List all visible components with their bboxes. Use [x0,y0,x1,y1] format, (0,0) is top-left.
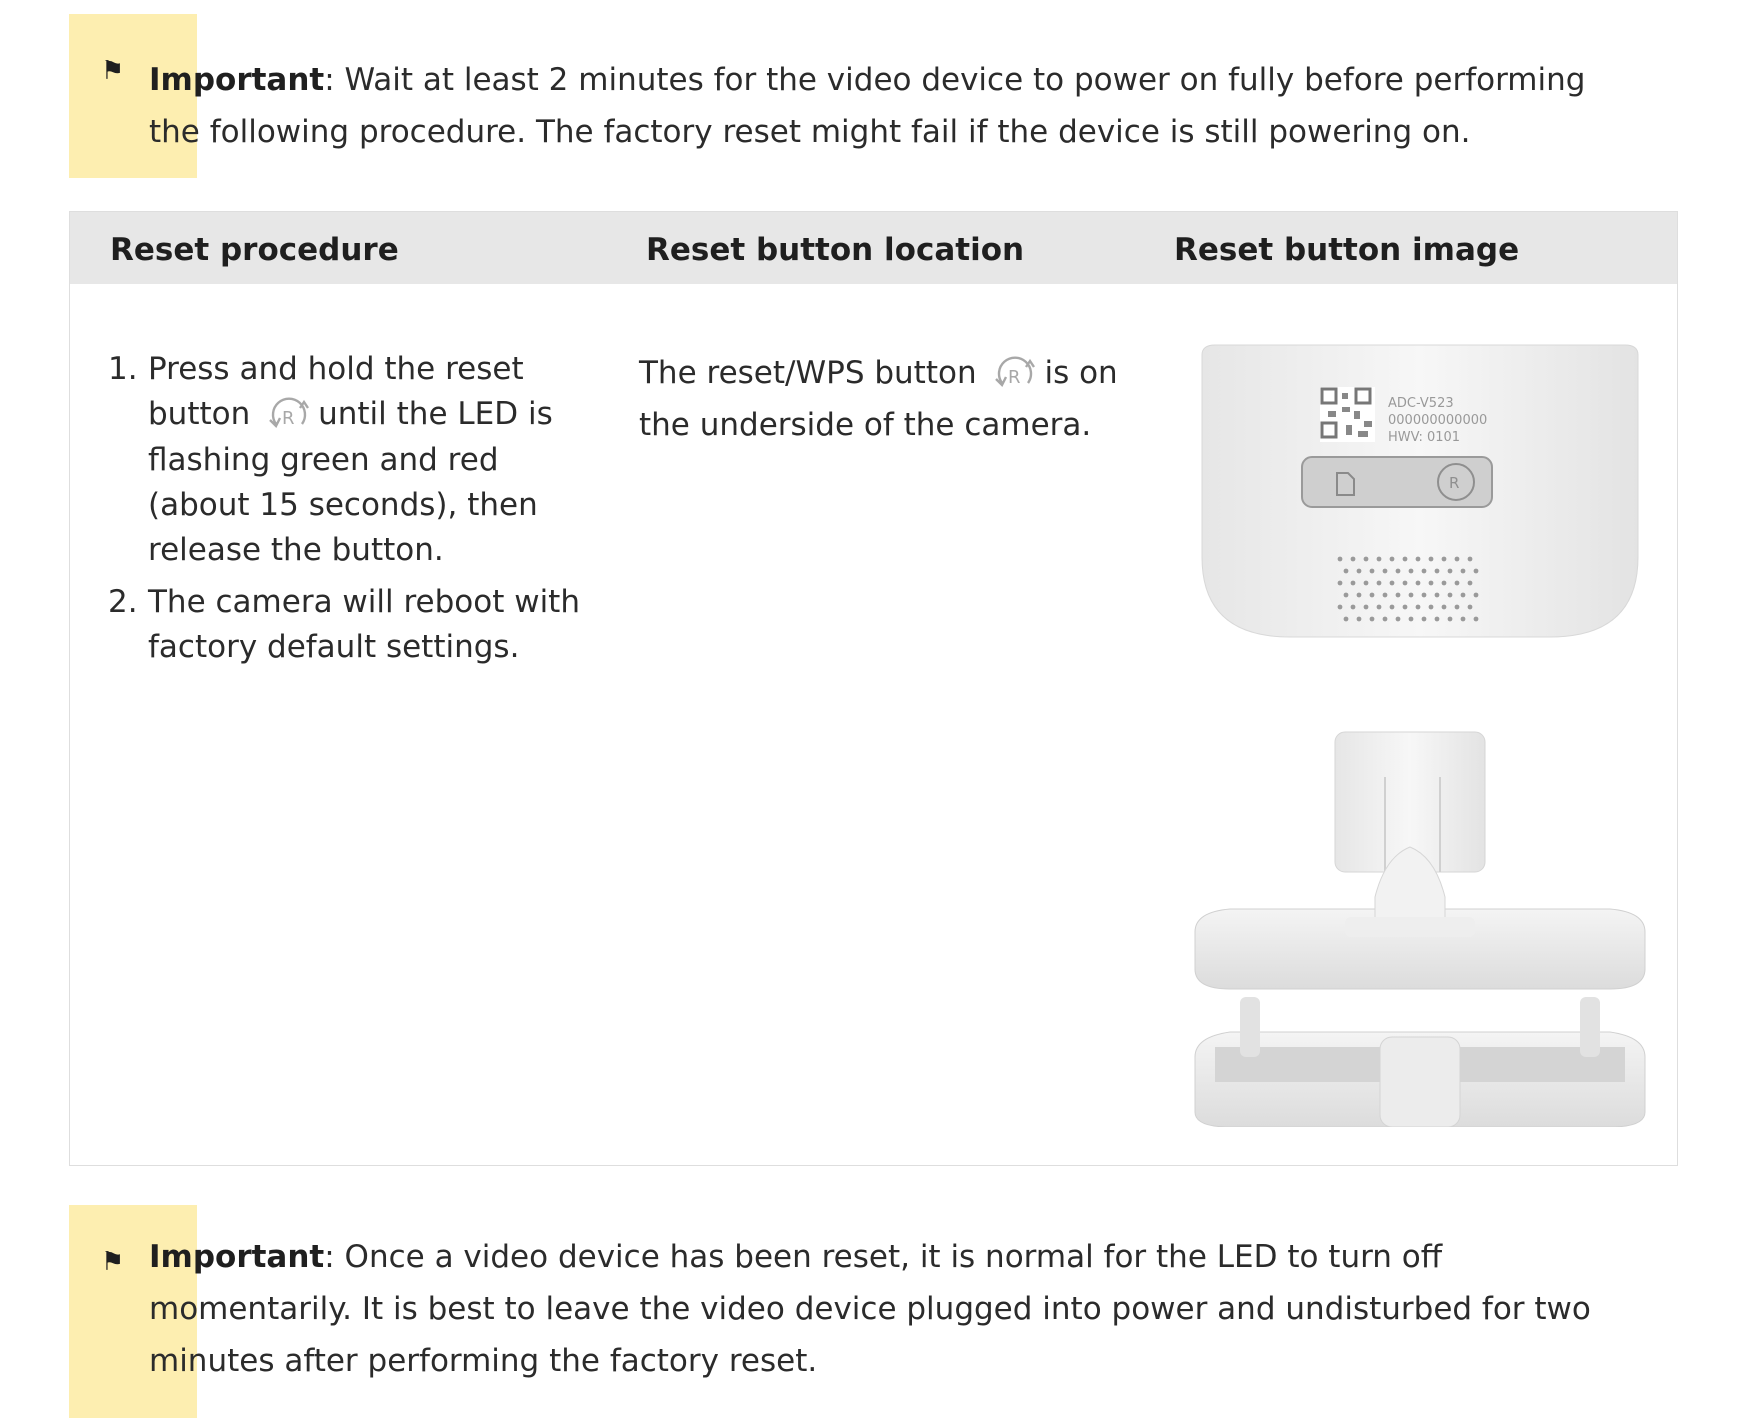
speaker-hole [1383,617,1388,622]
speaker-hole [1435,569,1440,574]
speaker-hole [1338,605,1343,610]
svg-text:R: R [282,407,295,429]
speaker-hole [1416,605,1421,610]
camera-serial-label: 000000000000 [1388,413,1488,428]
table-header [70,212,1677,284]
list-item [108,347,588,573]
speaker-hole [1377,605,1382,610]
important-callout-top [69,14,1669,178]
svg-text:R: R [1449,474,1460,492]
speaker-hole [1435,593,1440,598]
speaker-hole [1383,569,1388,574]
callout-body: : Once a video device has been reset, it is normal for the LED to turn off momentarily. It is best to leave the video device plugged into power and undisturbed for two minutes after performing the factory reset. [149,1239,1591,1379]
camera-image [1170,337,1670,1127]
reset-table [69,211,1678,1166]
location-text-before: The reset/WPS button [639,355,977,391]
step-text-after: until the LED is flashing green and red (about 15 seconds), then release the button. [148,396,553,568]
speaker-hole [1442,605,1447,610]
callout-label: Important [149,62,325,98]
svg-text:R: R [1008,366,1021,388]
speaker-hole [1390,581,1395,586]
important-callout-bottom [69,1205,1669,1418]
speaker-hole [1344,593,1349,598]
procedure-steps [108,347,588,677]
speaker-hole [1422,593,1427,598]
speaker-hole [1409,569,1414,574]
speaker-hole [1403,581,1408,586]
speaker-hole [1455,557,1460,562]
header-reset-procedure: Reset procedure [110,232,399,268]
reset-location-text [639,347,1129,451]
speaker-hole [1409,593,1414,598]
header-reset-button-image: Reset button image [1174,232,1520,268]
speaker-hole [1344,617,1349,622]
speaker-hole [1448,569,1453,574]
speaker-hole [1474,617,1479,622]
speaker-hole [1357,617,1362,622]
speaker-hole [1448,593,1453,598]
speaker-hole [1435,617,1440,622]
flag-icon: ⚑ [101,1247,125,1277]
speaker-hole [1422,617,1427,622]
callout-body: : Wait at least 2 minutes for the video device to power on fully before performing the following procedure. The factory reset might fail if the device is still powering on. [149,62,1586,150]
qr-code [1320,387,1375,442]
speaker-hole [1364,557,1369,562]
step-text-before: Press and hold the reset button [148,351,524,432]
speaker-hole [1396,593,1401,598]
speaker-hole [1455,605,1460,610]
speaker-hole [1442,557,1447,562]
speaker-hole [1461,617,1466,622]
speaker-hole [1351,557,1356,562]
speaker-hole [1383,593,1388,598]
speaker-hole [1364,581,1369,586]
speaker-hole [1396,569,1401,574]
flag-icon: ⚑ [101,56,125,86]
speaker-hole [1370,617,1375,622]
speaker-hole [1338,557,1343,562]
speaker-hole [1403,605,1408,610]
camera-hwv-label: HWV: 0101 [1388,430,1461,445]
speaker-hole [1429,557,1434,562]
speaker-hole [1442,581,1447,586]
speaker-hole [1364,605,1369,610]
speaker-hole [1422,569,1427,574]
speaker-hole [1455,581,1460,586]
speaker-hole [1468,581,1473,586]
header-reset-button-location: Reset button location [646,232,1025,268]
speaker-hole [1390,557,1395,562]
speaker-hole [1351,605,1356,610]
speaker-hole [1390,605,1395,610]
reset-wps-icon [988,353,1042,397]
speaker-hole [1377,557,1382,562]
speaker-hole [1370,593,1375,598]
location-text-after: is on the underside of the camera. [639,355,1118,443]
speaker-hole [1448,617,1453,622]
speaker-hole [1357,569,1362,574]
speaker-hole [1409,617,1414,622]
speaker-hole [1344,569,1349,574]
step-text [148,347,588,573]
speaker-hole [1370,569,1375,574]
speaker-hole [1461,569,1466,574]
speaker-hole [1429,605,1434,610]
callout-text [149,1231,1629,1387]
speaker-hole [1377,581,1382,586]
speaker-hole [1403,557,1408,562]
list-item [108,580,588,670]
step-number: 2. [108,583,138,620]
speaker-hole [1474,593,1479,598]
step-number: 1. [108,351,138,387]
callout-text [149,54,1629,158]
speaker-hole [1416,581,1421,586]
speaker-hole [1468,605,1473,610]
callout-label: Important [149,1239,325,1275]
speaker-hole [1416,557,1421,562]
speaker-hole [1429,581,1434,586]
speaker-hole [1357,593,1362,598]
speaker-hole [1474,569,1479,574]
speaker-hole [1461,593,1466,598]
speaker-hole [1396,617,1401,622]
step-text: The camera will reboot with factory default settings. [148,583,580,665]
speaker-hole [1351,581,1356,586]
reset-wps-icon [262,394,316,438]
speaker-hole [1468,557,1473,562]
speaker-hole [1338,581,1343,586]
camera-model-label: ADC-V523 [1388,396,1454,411]
